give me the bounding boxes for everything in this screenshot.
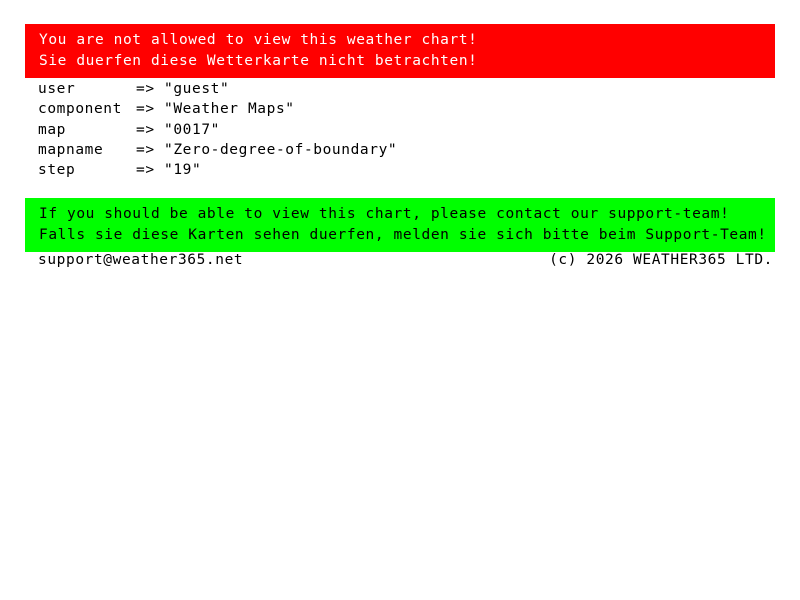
detail-key-map: map xyxy=(38,121,66,138)
support-message-de: Falls sie diese Karten sehen duerfen, melden sie sich bitte beim Support-Team! xyxy=(39,227,767,243)
detail-value-user: "guest" xyxy=(164,81,230,97)
detail-key-step: step xyxy=(38,162,76,179)
detail-value-component: "Weather Maps" xyxy=(164,101,295,118)
detail-row-component xyxy=(38,99,397,119)
support-banner xyxy=(25,198,775,252)
detail-value-mapname: "Zero-degree-of-boundary" xyxy=(164,141,398,158)
detail-value-map: "0017" xyxy=(164,121,220,138)
detail-arrow-mapname: => xyxy=(136,141,155,158)
footer xyxy=(38,250,773,271)
detail-key-component: component xyxy=(38,101,122,118)
detail-row-mapname xyxy=(38,140,397,160)
detail-key-mapname: mapname xyxy=(38,141,104,158)
detail-row-user xyxy=(38,79,397,99)
detail-arrow-user: => xyxy=(136,81,155,97)
support-email-link[interactable]: support@weather365.net xyxy=(38,252,244,268)
details-list xyxy=(38,79,397,180)
copyright-text: (c) 2026 WEATHER365 LTD. xyxy=(549,252,773,268)
detail-arrow-map: => xyxy=(136,121,155,138)
detail-arrow-component: => xyxy=(136,101,155,118)
error-banner xyxy=(25,24,775,78)
detail-row-map xyxy=(38,120,397,140)
detail-key-user: user xyxy=(38,81,76,97)
detail-arrow-step: => xyxy=(136,162,155,179)
error-message-de: Sie duerfen diese Wetterkarte nicht betrachten! xyxy=(39,53,478,69)
detail-value-step: "19" xyxy=(164,162,202,179)
error-message-en: You are not allowed to view this weather chart! xyxy=(39,32,478,48)
detail-row-step xyxy=(38,160,397,180)
support-message-en: If you should be able to view this chart, please contact our support-team! xyxy=(39,206,730,222)
